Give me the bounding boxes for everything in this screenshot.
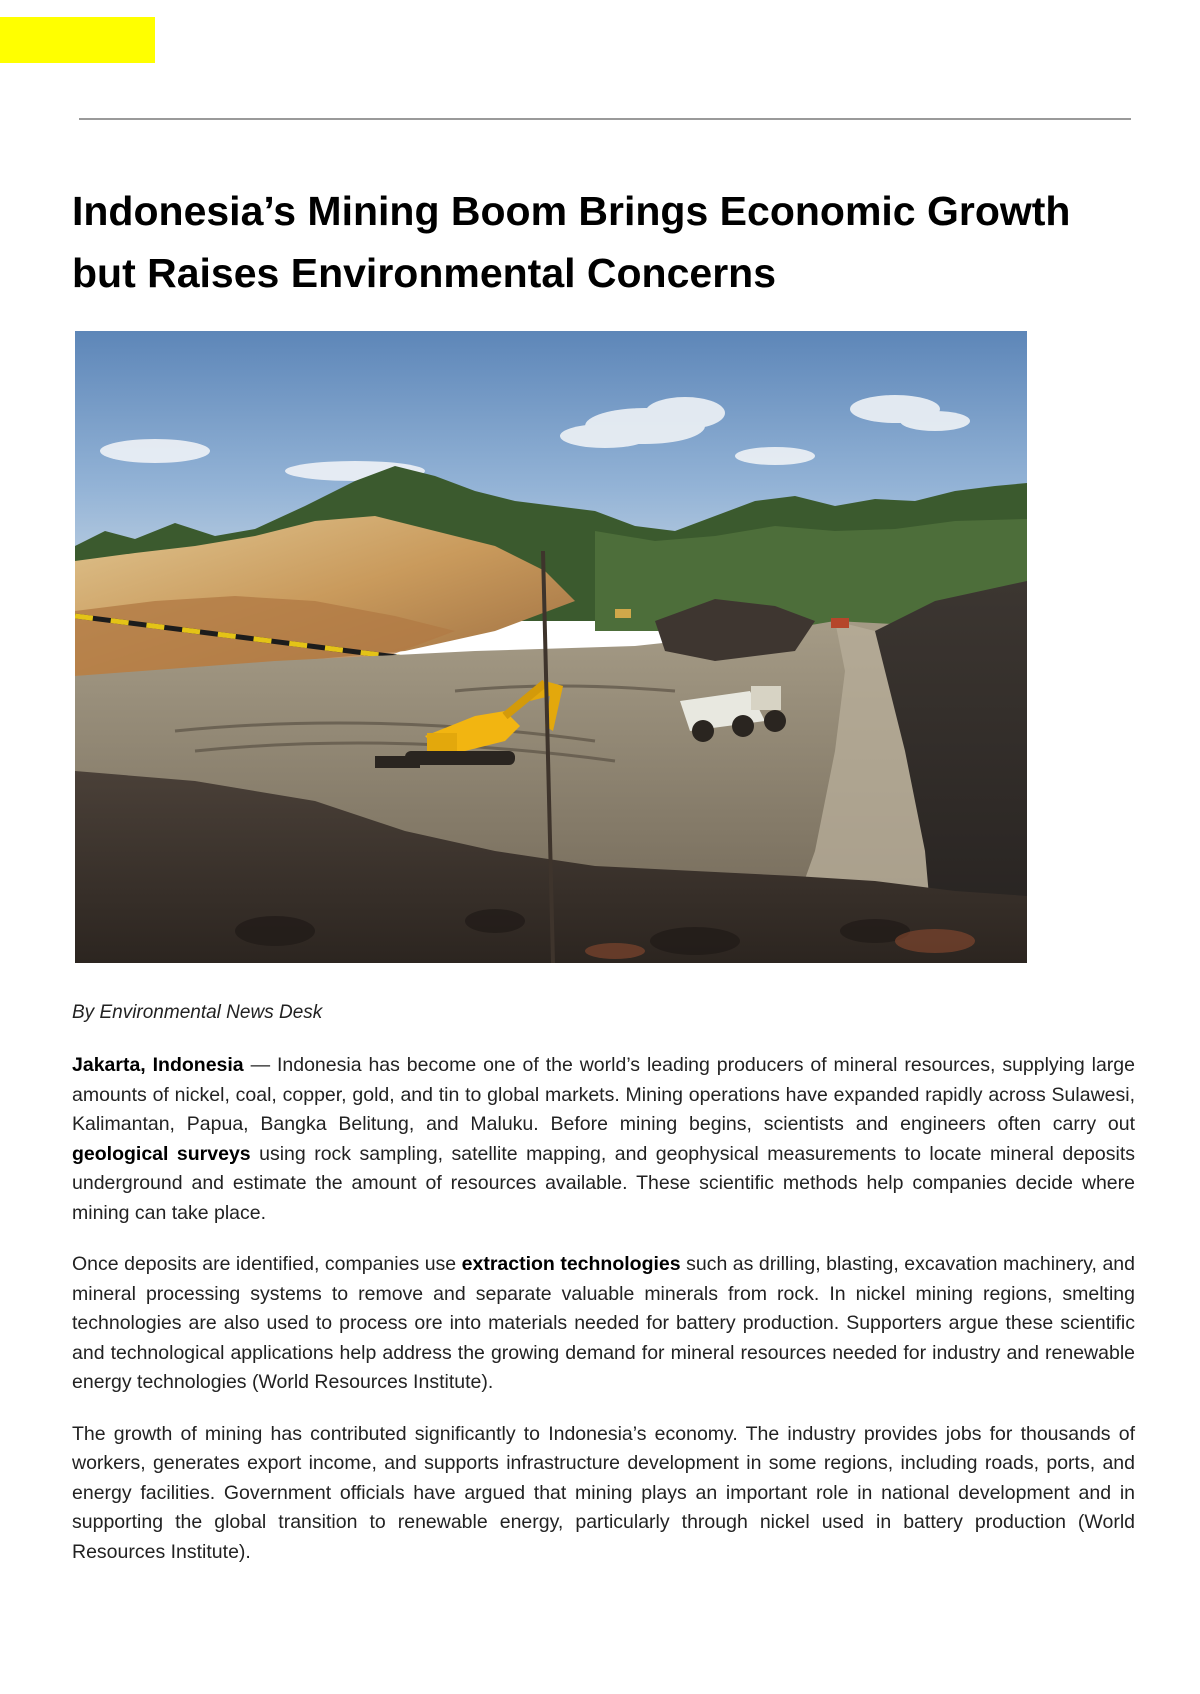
top-divider: [79, 118, 1131, 120]
paragraph-2-text-a: Once deposits are identified, companies use: [72, 1253, 462, 1275]
term-extraction-technologies: extraction technologies: [461, 1253, 681, 1275]
article-body: [72, 1051, 1135, 1589]
paragraph-1-text-a: — Indonesia has become one of the world’s leading producers of mineral resources, supplying large amounts of nickel, coal, copper, gold, and tin to global markets. Mining operations have expanded rapidly across Sulawesi, Kalimantan, Papua, Bangka Belitung, and Maluku. Before mining begins, scientists and engineers often carry out: [72, 1054, 1135, 1135]
paragraph-2-text-b: such as drilling, blasting, excavation machinery, and mineral processing systems to remove and separate valuable minerals from rock. In nickel mining regions, smelting technologies are also used to process ore into materials needed for battery production. Supporters argue these scientific and technological applications help address the growing demand for mineral resources needed for industry and renewable energy technologies (World Resources Institute).: [72, 1253, 1135, 1393]
paragraph-1-text-b: using rock sampling, satellite mapping, and geophysical measurements to locate mineral deposits underground and estimate the amount of resources available. These scientific methods help companies decide where mining can take place.: [72, 1142, 1135, 1224]
byline: By Environmental News Desk: [72, 1002, 323, 1023]
paragraph-2: [72, 1250, 1135, 1398]
yellow-highlight-block: [0, 17, 155, 63]
article-headline: Indonesia’s Mining Boom Brings Economic Growth but Raises Environmental Concerns: [72, 188, 1071, 296]
term-geological-surveys: geological surveys: [72, 1142, 251, 1165]
mining-site-photo: [75, 331, 1027, 963]
dateline: Jakarta, Indonesia: [72, 1054, 244, 1076]
paragraph-3: The growth of mining has contributed significantly to Indonesia’s economy. The industry provides jobs for thousands of workers, generates export income, and supports infrastructure development in some regions, including roads, ports, and energy facilities. Government officials have argued that mining plays an important role in national development and in supporting the global transition to renewable energy, particularly through nickel used in battery production (World Resources Institute).: [72, 1422, 1135, 1563]
paragraph-1: [72, 1051, 1135, 1228]
